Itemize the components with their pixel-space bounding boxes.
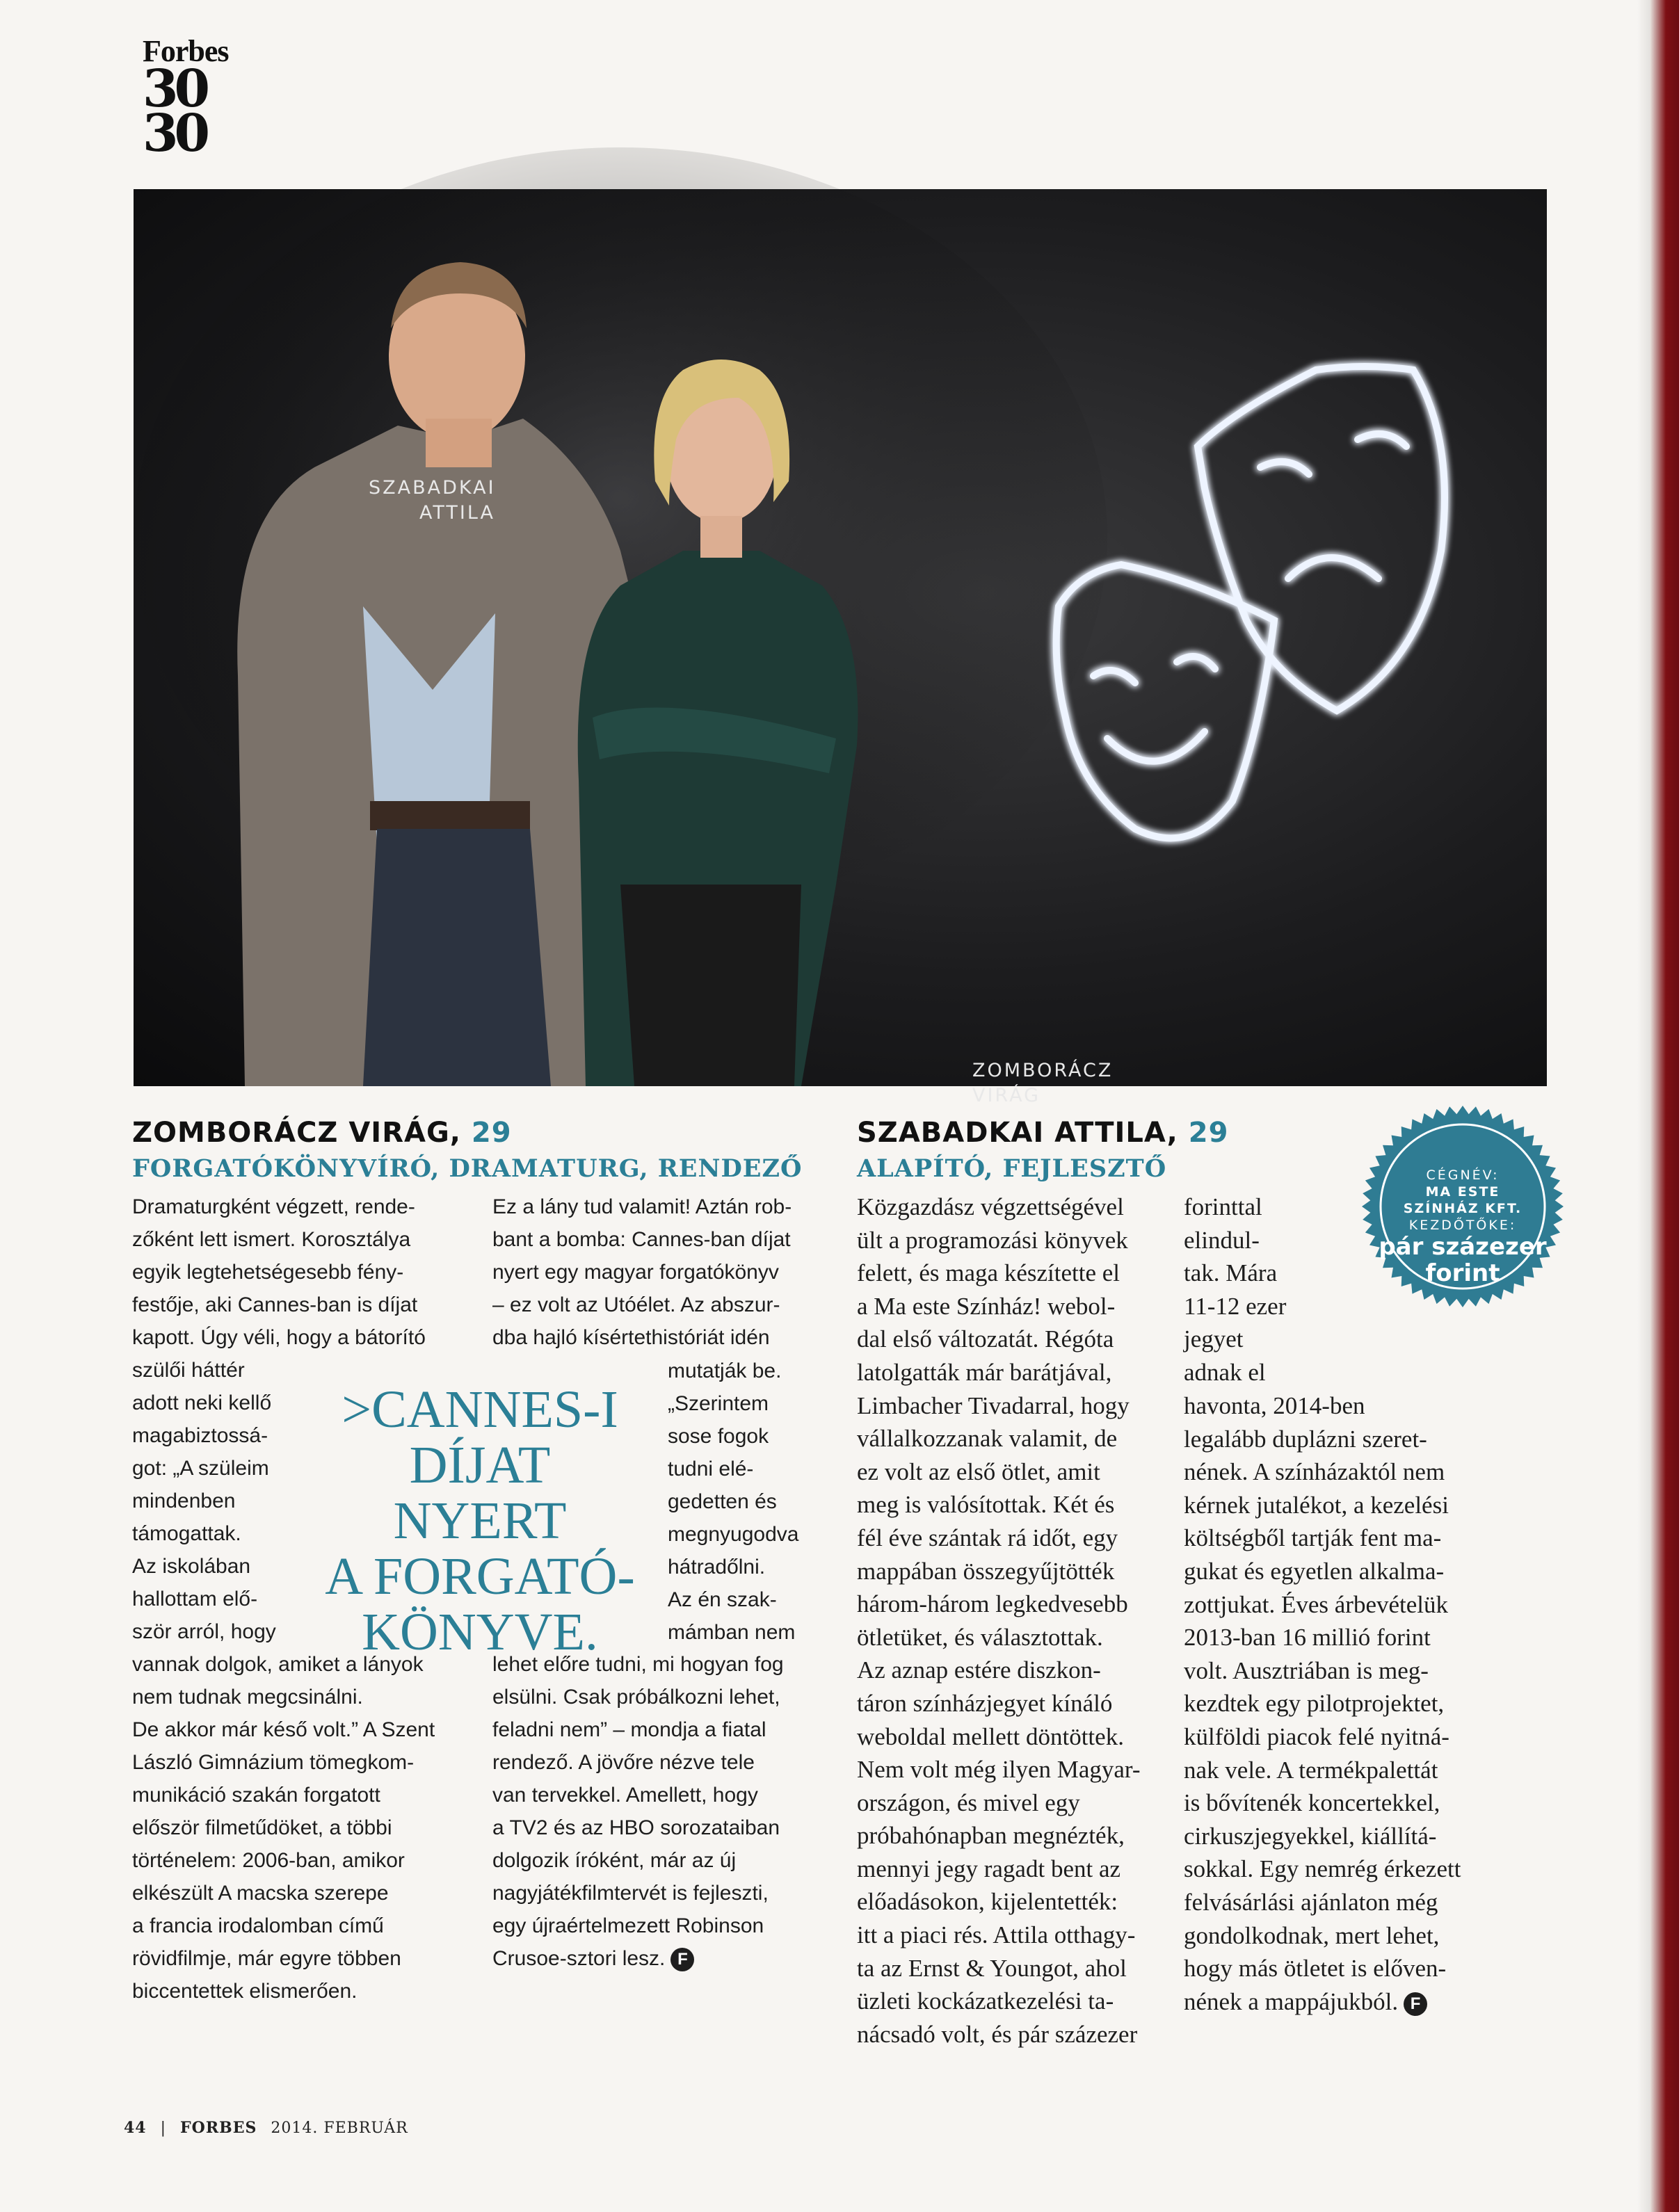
text-line: adnak el <box>1184 1358 1266 1386</box>
text-line: gedetten és <box>668 1490 777 1513</box>
text-line: nem tudnak megcsinálni. <box>132 1686 363 1709</box>
text-line: nácsadó volt, és pár százezer <box>857 2020 1138 2048</box>
text-line: forinttal <box>1184 1193 1262 1220</box>
text-line: dba hajló kísértethistóriát idén <box>492 1326 770 1349</box>
text-line: nagyjátékfilmtervét is fejleszti, <box>492 1882 769 1905</box>
text-line: Az aznap estére diszkon- <box>857 1656 1101 1684</box>
text-line: próbahónapban megnézték, <box>857 1822 1125 1850</box>
text-line: nyert egy magyar forgatókönyv <box>492 1261 779 1284</box>
text-line: mámban nem <box>668 1621 796 1644</box>
left-article-role: FORGATÓKÖNYVÍRÓ, DRAMATURG, RENDEZŐ <box>132 1154 803 1183</box>
col1-bottom-text <box>132 1648 435 2008</box>
text-line: latolgatták már barátjával, <box>857 1358 1112 1386</box>
person-name: SZABADKAI ATTILA, <box>857 1117 1178 1149</box>
logo-number-bottom: 30 <box>143 104 206 163</box>
person-age: 29 <box>1188 1117 1229 1149</box>
text-line: ször arról, hogy <box>132 1620 276 1643</box>
text-line: Közgazdász végzettségével <box>857 1193 1124 1220</box>
text-line: gondolkodnak, mert lehet, <box>1184 1921 1440 1949</box>
text-line: ült a programozási könyvek <box>857 1226 1128 1254</box>
text-line: táron színházjegyet kínáló <box>857 1689 1113 1717</box>
text-line: Nem volt még ilyen Magyar- <box>857 1756 1141 1784</box>
text-line: vannak dolgok, amiket a lányok <box>132 1653 424 1676</box>
col2-bottom-text <box>492 1648 784 1975</box>
badge-label-capital: KEZDŐTŐKE: <box>1408 1218 1517 1233</box>
page-footer <box>124 2119 408 2137</box>
text-line: De akkor már késő volt.” A Szent <box>132 1718 435 1741</box>
col2-mid-text <box>668 1355 798 1649</box>
text-line: Dramaturgként végzett, rende- <box>132 1195 415 1218</box>
text-line: tudni elé- <box>668 1458 754 1480</box>
text-line: biccentettek elismerően. <box>132 1980 358 2003</box>
badge-company-line: SZÍNHÁZ KFT. <box>1403 1201 1523 1216</box>
text-line: legalább duplázni szeret- <box>1184 1425 1427 1453</box>
col4-bottom-text <box>1184 1389 1461 2018</box>
text-line: >CANNES-I <box>342 1380 618 1439</box>
text-line: feladni nem” – mondja a fiatal <box>492 1718 766 1741</box>
forbes-end-mark-icon: F <box>1404 1992 1427 2016</box>
text-line: gukat és egyetlen alkalma- <box>1184 1557 1445 1585</box>
text-line: Az iskolában <box>132 1555 251 1578</box>
text-line: fél éve szántak rá időt, egy <box>857 1524 1118 1551</box>
caption-line: ATTILA <box>419 502 495 524</box>
text-line: havonta, 2014-ben <box>1184 1392 1365 1419</box>
text-line: felett, és maga készítette el <box>857 1259 1120 1287</box>
text-line: adott neki kellő <box>132 1391 272 1414</box>
caption-line: ZOMBORÁCZ <box>972 1060 1114 1081</box>
footer-magazine: FORBES <box>180 2119 257 2137</box>
text-line: – ez volt az Utóélet. Az abszur- <box>492 1293 780 1316</box>
text-line: itt a piaci rés. Attila otthagy- <box>857 1921 1136 1949</box>
text-line: Ez a lány tud valamit! Aztán rob- <box>492 1195 792 1218</box>
text-line: kezdtek egy pilotprojektet, <box>1184 1690 1445 1718</box>
col4-top-text <box>1184 1190 1286 1389</box>
text-line: mindenben <box>132 1490 236 1512</box>
text-line: sokkal. Egy nemrég érkezett <box>1184 1855 1461 1883</box>
text-line: is bővítenék koncertekkel, <box>1184 1789 1440 1817</box>
text-line: három-három legkedvesebb <box>857 1590 1128 1618</box>
page-fold-shadow <box>1637 0 1650 2212</box>
footer-separator: | <box>160 2120 167 2137</box>
text-line: nének a mappájukból. F <box>1184 1985 1461 2019</box>
photo-illustration <box>134 189 1547 1086</box>
text-line: történelem: 2006-ban, amikor <box>132 1849 405 1872</box>
text-line: Az én szak- <box>668 1588 777 1611</box>
text-line: egyik legtehetségesebb fény- <box>132 1261 404 1284</box>
text-line: dal első változatát. Régóta <box>857 1325 1114 1353</box>
text-line: sose fogok <box>668 1425 769 1448</box>
text-line: zőként lett ismert. Korosztálya <box>132 1228 411 1251</box>
text-line: nének. A színházaktól nem <box>1184 1458 1445 1486</box>
theatre-masks-neon <box>1057 366 1445 838</box>
col2-top-text <box>492 1190 792 1354</box>
text-line: egy újraértelmezett Robinson <box>492 1914 764 1937</box>
text-line: rendező. A jövőre nézve tele <box>492 1751 755 1774</box>
text-line: mennyi jegy ragadt bent az <box>857 1855 1121 1882</box>
text-line: lehet előre tudni, mi hogyan fog <box>492 1653 784 1676</box>
page-number: 44 <box>124 2119 147 2137</box>
col1-top-text <box>132 1190 426 1387</box>
text-line: 11-12 ezer <box>1184 1292 1287 1320</box>
right-article-heading <box>857 1117 1228 1149</box>
pull-quote <box>292 1382 668 1660</box>
text-line: felvásárlási ajánlaton még <box>1184 1888 1438 1916</box>
caption-line: VIRÁG <box>972 1085 1041 1106</box>
col1-mid-text <box>132 1387 276 1648</box>
text-line: zottjukat. Éves árbevételük <box>1184 1590 1448 1618</box>
company-badge <box>1362 1106 1564 1307</box>
text-line: NYERT <box>393 1492 567 1550</box>
text-line: kérnek jutalékot, a kezelési <box>1184 1491 1449 1519</box>
text-line: költségből tartják fent ma- <box>1184 1524 1442 1552</box>
text-line: kapott. Úgy véli, hogy a bátorító <box>132 1326 426 1349</box>
text-line: van tervekkel. Amellett, hogy <box>492 1784 758 1807</box>
text-line: volt. Ausztriában is meg- <box>1184 1656 1429 1684</box>
text-line: előadásokon, kijelentették: <box>857 1888 1118 1916</box>
portrait-photo <box>134 189 1547 1106</box>
text-line: László Gimnázium tömegkom- <box>132 1751 415 1774</box>
text-line: nak vele. A termékpalettát <box>1184 1756 1438 1784</box>
left-article-heading <box>132 1117 512 1149</box>
text-line: jegyet <box>1184 1325 1244 1353</box>
logo-brand: Forbes <box>143 34 229 68</box>
caption-line: SZABADKAI <box>369 477 496 499</box>
text-line: weboldal mellett döntöttek. <box>857 1722 1124 1750</box>
forbes-end-mark-icon: F <box>670 1948 694 1971</box>
text-line: rövidfilmje, már egyre többen <box>132 1947 401 1970</box>
text-line: szülői háttér <box>132 1359 245 1382</box>
text-line: Limbacher Tivadarral, hogy <box>857 1391 1130 1419</box>
text-line: hallottam elő- <box>132 1588 258 1610</box>
person-age: 29 <box>471 1117 512 1149</box>
text-line: magabiztossá- <box>132 1424 268 1447</box>
text-line: elsülni. Csak próbálkozni lehet, <box>492 1686 780 1709</box>
logo-number-top: 30 <box>143 59 206 119</box>
text-line: hogy más ötletet is előven- <box>1184 1955 1447 1983</box>
text-line: elindul- <box>1184 1226 1260 1254</box>
text-line: KÖNYVE. <box>362 1603 598 1661</box>
text-line: országon, és mivel egy <box>857 1789 1080 1816</box>
text-line: 2013-ban 16 millió forint <box>1184 1624 1431 1652</box>
text-line: meg is valósítottak. Két és <box>857 1491 1115 1519</box>
photo-caption-left <box>369 476 495 526</box>
text-line: festője, aki Cannes-ban is díjat <box>132 1293 418 1316</box>
badge-label-company: CÉGNÉV: <box>1426 1168 1500 1183</box>
text-line: munikáció szakán forgatott <box>132 1784 380 1807</box>
footer-issue: 2014. FEBRUÁR <box>271 2120 408 2137</box>
text-line: a francia irodalomban című <box>132 1914 384 1937</box>
text-line: üzleti kockázatkezelési ta- <box>857 1987 1114 2015</box>
magazine-edge <box>1650 0 1679 2212</box>
text-line: támogattak. <box>132 1522 241 1545</box>
text-line: ötletüket, és választottak. <box>857 1623 1103 1651</box>
text-line: bant a bomba: Cannes-ban díjat <box>492 1228 791 1251</box>
text-line: A FORGATÓ- <box>325 1547 635 1606</box>
photo-caption-right <box>972 1058 1113 1108</box>
text-line: elkészült A macska szerepe <box>132 1882 389 1905</box>
text-line: mutatják be. <box>668 1359 782 1382</box>
text-line: dolgozik íróként, már az új <box>492 1849 737 1872</box>
text-line: got: „A szüleim <box>132 1457 269 1480</box>
text-line: a Ma este Színház! webol- <box>857 1292 1116 1320</box>
right-article-role: ALAPÍTÓ, FEJLESZTŐ <box>857 1154 1167 1183</box>
text-line: DÍJAT <box>409 1436 551 1494</box>
person-name: ZOMBORÁCZ VIRÁG, <box>132 1117 461 1149</box>
badge-company-line: MA ESTE <box>1425 1184 1500 1200</box>
col3-text <box>857 1190 1141 2051</box>
badge-capital-line: forint <box>1425 1259 1500 1287</box>
badge-capital-line: pár százezer <box>1379 1233 1547 1261</box>
text-line: tak. Mára <box>1184 1259 1278 1287</box>
forbes-30-30-logo <box>143 34 229 163</box>
text-line: Crusoe-sztori lesz. F <box>492 1942 784 1975</box>
text-line: először filmetűdöket, a többi <box>132 1816 392 1839</box>
text-line: megnyugodva <box>668 1523 799 1546</box>
text-line: külföldi piacok felé nyitná- <box>1184 1722 1449 1750</box>
text-line: cirkuszjegyekkel, kiállítá- <box>1184 1822 1437 1850</box>
text-line: mappában összegyűjtötték <box>857 1557 1115 1585</box>
text-line: ta az Ernst & Youngot, ahol <box>857 1954 1127 1982</box>
text-line: a TV2 és az HBO sorozataiban <box>492 1816 780 1839</box>
text-line: hátradőlni. <box>668 1556 766 1579</box>
text-line: „Szerintem <box>668 1392 769 1415</box>
text-line: vállalkozzanak valamit, de <box>857 1425 1118 1453</box>
text-line: ez volt az első ötlet, amit <box>857 1458 1100 1485</box>
